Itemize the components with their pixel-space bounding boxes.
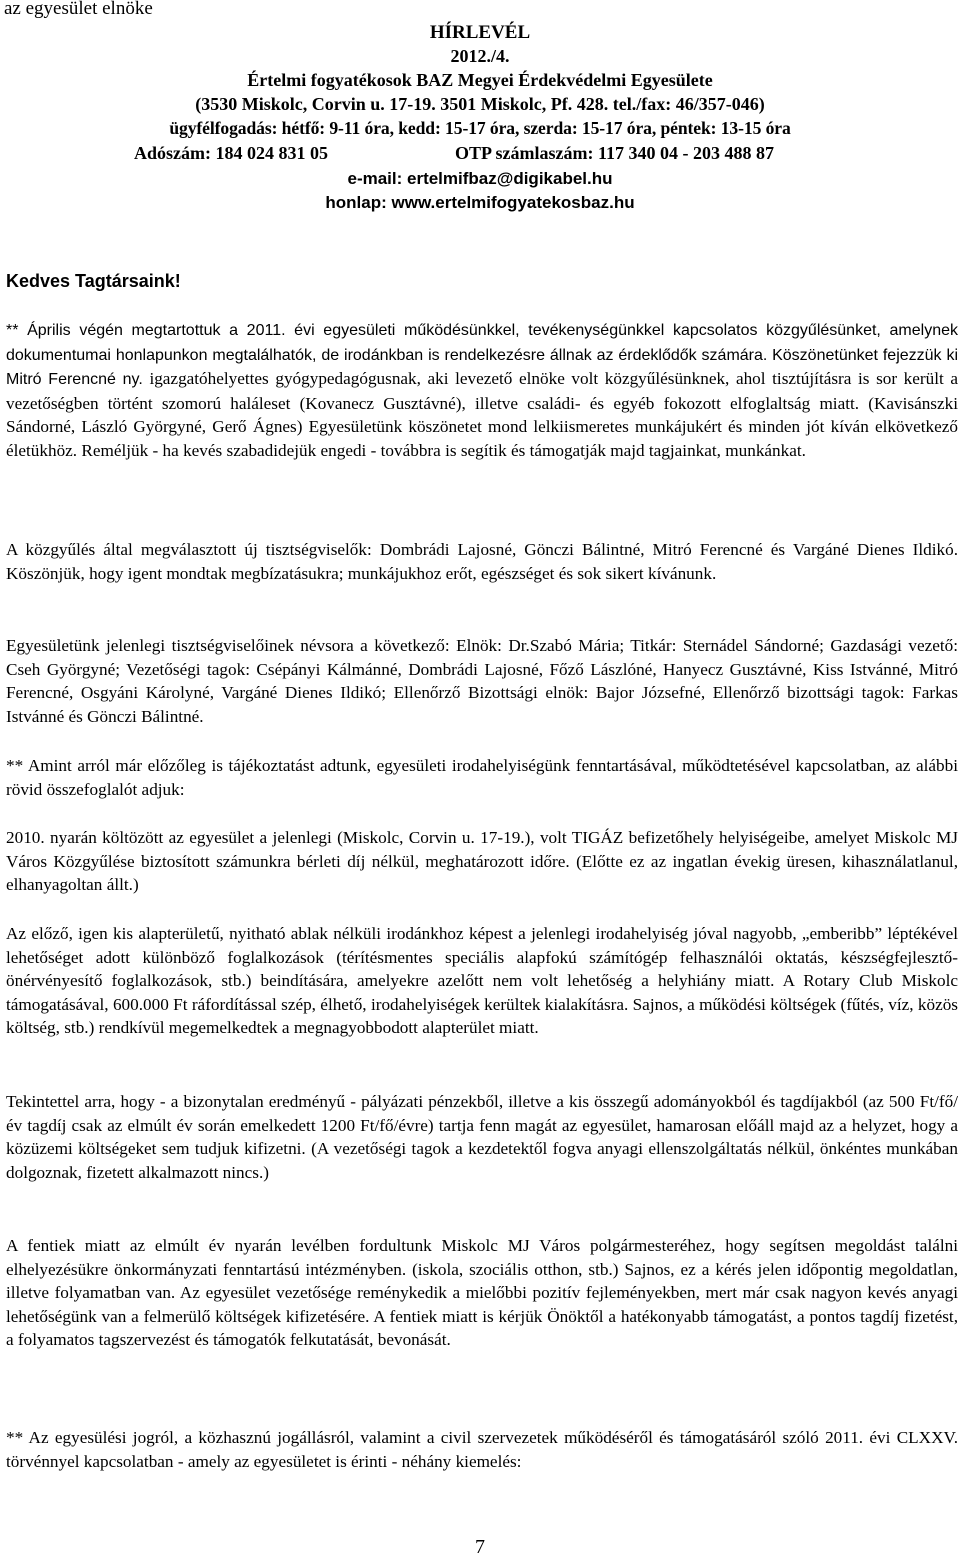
paragraph-officer-list: Egyesületünk jelenlegi tisztségviselőinek névsora a következő: Elnök: Dr.Szabó Mária; Titkár: Sternádel Sándorné; Gazdasági vezető: Cseh Györgyné; Vezetőségi tagok: Csépányi Kálmánné, Dombrádi Lajosné, Főző Lászlóné, Hanyecz Gusztávné, Kiss Istvánné, Mitró Ferencné, Osgyáni Károlyné, Vargáné Dienes Ildikó; Ellenőrző Bizottsági elnök: Bajor Józsefné, Ellenőrző bizottsági tagok: Farkas Istvánné és Gönczi Bálintné. [6, 636, 958, 726]
website-line: honlap: www.ertelmifogyatekosbaz.hu [325, 193, 635, 212]
paragraph-text: igazgatóhelyettes gyógypedagógusnak, aki levezető elnöke volt közgyűlésünknek, ahol tisztújításra is sor került a vezetőségben történt szomorú haláleset (Kovanecz Gusztávné), illetve családi- és egyéb fokozott elfoglaltság miatt. (Kavisánszki Sándorné, László Györgyné, Gerő Ágnes) Egyesületünk köszönetet mond lelkiismeretes munkájukért és minden jót kíván elkövetkező életükhöz. Reméljük - ha kevés szabadidejük engedi - továbbra is segítik és támogatják majd tagjainkat, munkánkat. [6, 369, 959, 460]
office-hours: ügyfélfogadás: hétfő: 9-11 óra, kedd: 15-17 óra, szerda: 15-17 óra, péntek: 13-15 óra [169, 118, 791, 138]
paragraph-general-assembly [6, 318, 958, 463]
bank-account: OTP számlaszám: 117 340 04 - 203 488 87 [455, 143, 774, 163]
paragraph-office-intro: ** Amint arról már előzőleg is tájékoztatást adtunk, egyesületi irodahelyiségünk fenntartásával, működtetésével kapcsolatban, az alábbi rövid összefoglalót adjuk: [6, 756, 958, 799]
greeting: Kedves Tagtársaink! [6, 271, 181, 291]
organization-address: (3530 Miskolc, Corvin u. 17-19. 3501 Miskolc, Pf. 428. tel./fax: 46/357-046) [195, 94, 765, 114]
top-text-fragment: az egyesület elnöke [4, 0, 153, 19]
paragraph-text: Köszönetünket fejezzük ki Mitró Ferencné ny. [6, 346, 958, 389]
paragraph-relocation: 2010. nyarán költözött az egyesület a jelenlegi (Miskolc, Corvin u. 17-19.), volt TIGÁZ befizetőhely helyiségeibe, amelyet Miskolc MJ Város Közgyűlése biztosított számunkra bérleti díj nélkül, meghatározott időre. (Előtte ez az ingatlan évekig üresen, kihasználatlanul, elhanyagoltan állt.) [6, 828, 958, 895]
organization-name: Értelmi fogyatékosok BAZ Megyei Érdekvédelmi Egyesülete [247, 70, 713, 90]
paragraph-law-intro: ** Az egyesülési jogról, a közhasznú jogállásról, valamint a civil szervezetek működéséről és támogatásáról szóló 2011. évi CLXXV. törvénnyel kapcsolatban - amely az egyesületet is érinti - néhány kiemelés: [6, 1428, 958, 1471]
tax-id: Adószám: 184 024 831 05 [134, 143, 328, 163]
paragraph-new-officers: A közgyűlés által megválasztott új tisztségviselők: Dombrádi Lajosné, Gönczi Bálintné, Mitró Ferencné és Vargáné Dienes Ildikó. Köszönjük, hogy igent mondtak megbízatásukra; munkájukhoz erőt, egészséget és sok sikert kívánunk. [6, 540, 958, 583]
paragraph-request: A fentiek miatt az elmúlt év nyarán levélben fordultunk Miskolc MJ Város polgármesteréhez, hogy segítsen megoldást találni elhelyezésükre önkormányzati fenntartású intézményben. (iskola, szociális otthon, stb.) Sajnos, ez a kérés jelen időpontig megoldatlan, illetve folyamatban van. Az egyesület vezetősége reménykedik a mielőbbi pozitív fejleményekben, mert már csak nagyon kevés anyagi lehetőségünk van a felmerülő költségek kifizetésére. A fentiek miatt is kérjük Önöktől a hatékonyabb támogatást, a pontos tagdíj fizetést, a folyamatos tagszervezést és támogatók felkutatását, bevonását. [6, 1236, 958, 1350]
paragraph-new-office: Az előző, igen kis alapterületű, nyitható ablak nélküli irodánkhoz képest a jelenlegi irodahelyiség jóval nagyobb, „emberibb” léptékével lehetőséget adott különböző foglalkozások (térítésmentes speciális alapfokú számítógép felhasználói oktatás, készségfejlesztő-önérvényesítő foglalkozások, stb.) beindítására, amelyekre azelőtt nem volt lehetőség a helyhiány miatt. A Rotary Club Miskolc támogatásával, 600.000 Ft ráfordítással szép, élhető, irodahelyiségek kerültek kialakításra. Sajnos, a működési költségek (fűtés, víz, közös költség, stb.) rendkívül megemelkedtek a megnagyobbodott alapterület miatt. [6, 924, 958, 1038]
newsletter-title: HÍRLEVÉL [429, 22, 531, 43]
page-number: 7 [475, 1536, 485, 1558]
paragraph-finances: Tekintettel arra, hogy - a bizonytalan eredményű - pályázati pénzekből, illetve a kis összegű adományokból és tagdíjakból (az 500 Ft/fő/év tagdíj csak az elmúlt év során emelkedett 1200 Ft/fő/évre) tartja fenn magát az egyesület, hamarosan előáll majd az a helyzet, hogy a közüzemi költségeket sem tudjuk kifizetni. (A vezetőségi tagok a kezdetektől fogva anyagi ellenszolgáltatás nélkül, önkéntes munkában dolgoznak, fizetett alkalmazott nincs.) [6, 1092, 958, 1182]
email-line: e-mail: ertelmifbaz@digikabel.hu [347, 169, 613, 188]
paragraph-text: ** Április végén megtartottuk a 2011. évi egyesületi működésünkkel, tevékenységünkkel kapcsolatos közgyűlésünket, amelynek dokumentumai honlapunkon megtalálhatók, de irodánkban is rendelkezésre állnak az érdeklődők számára. [6, 322, 958, 364]
issue-number: 2012./4. [450, 46, 510, 66]
